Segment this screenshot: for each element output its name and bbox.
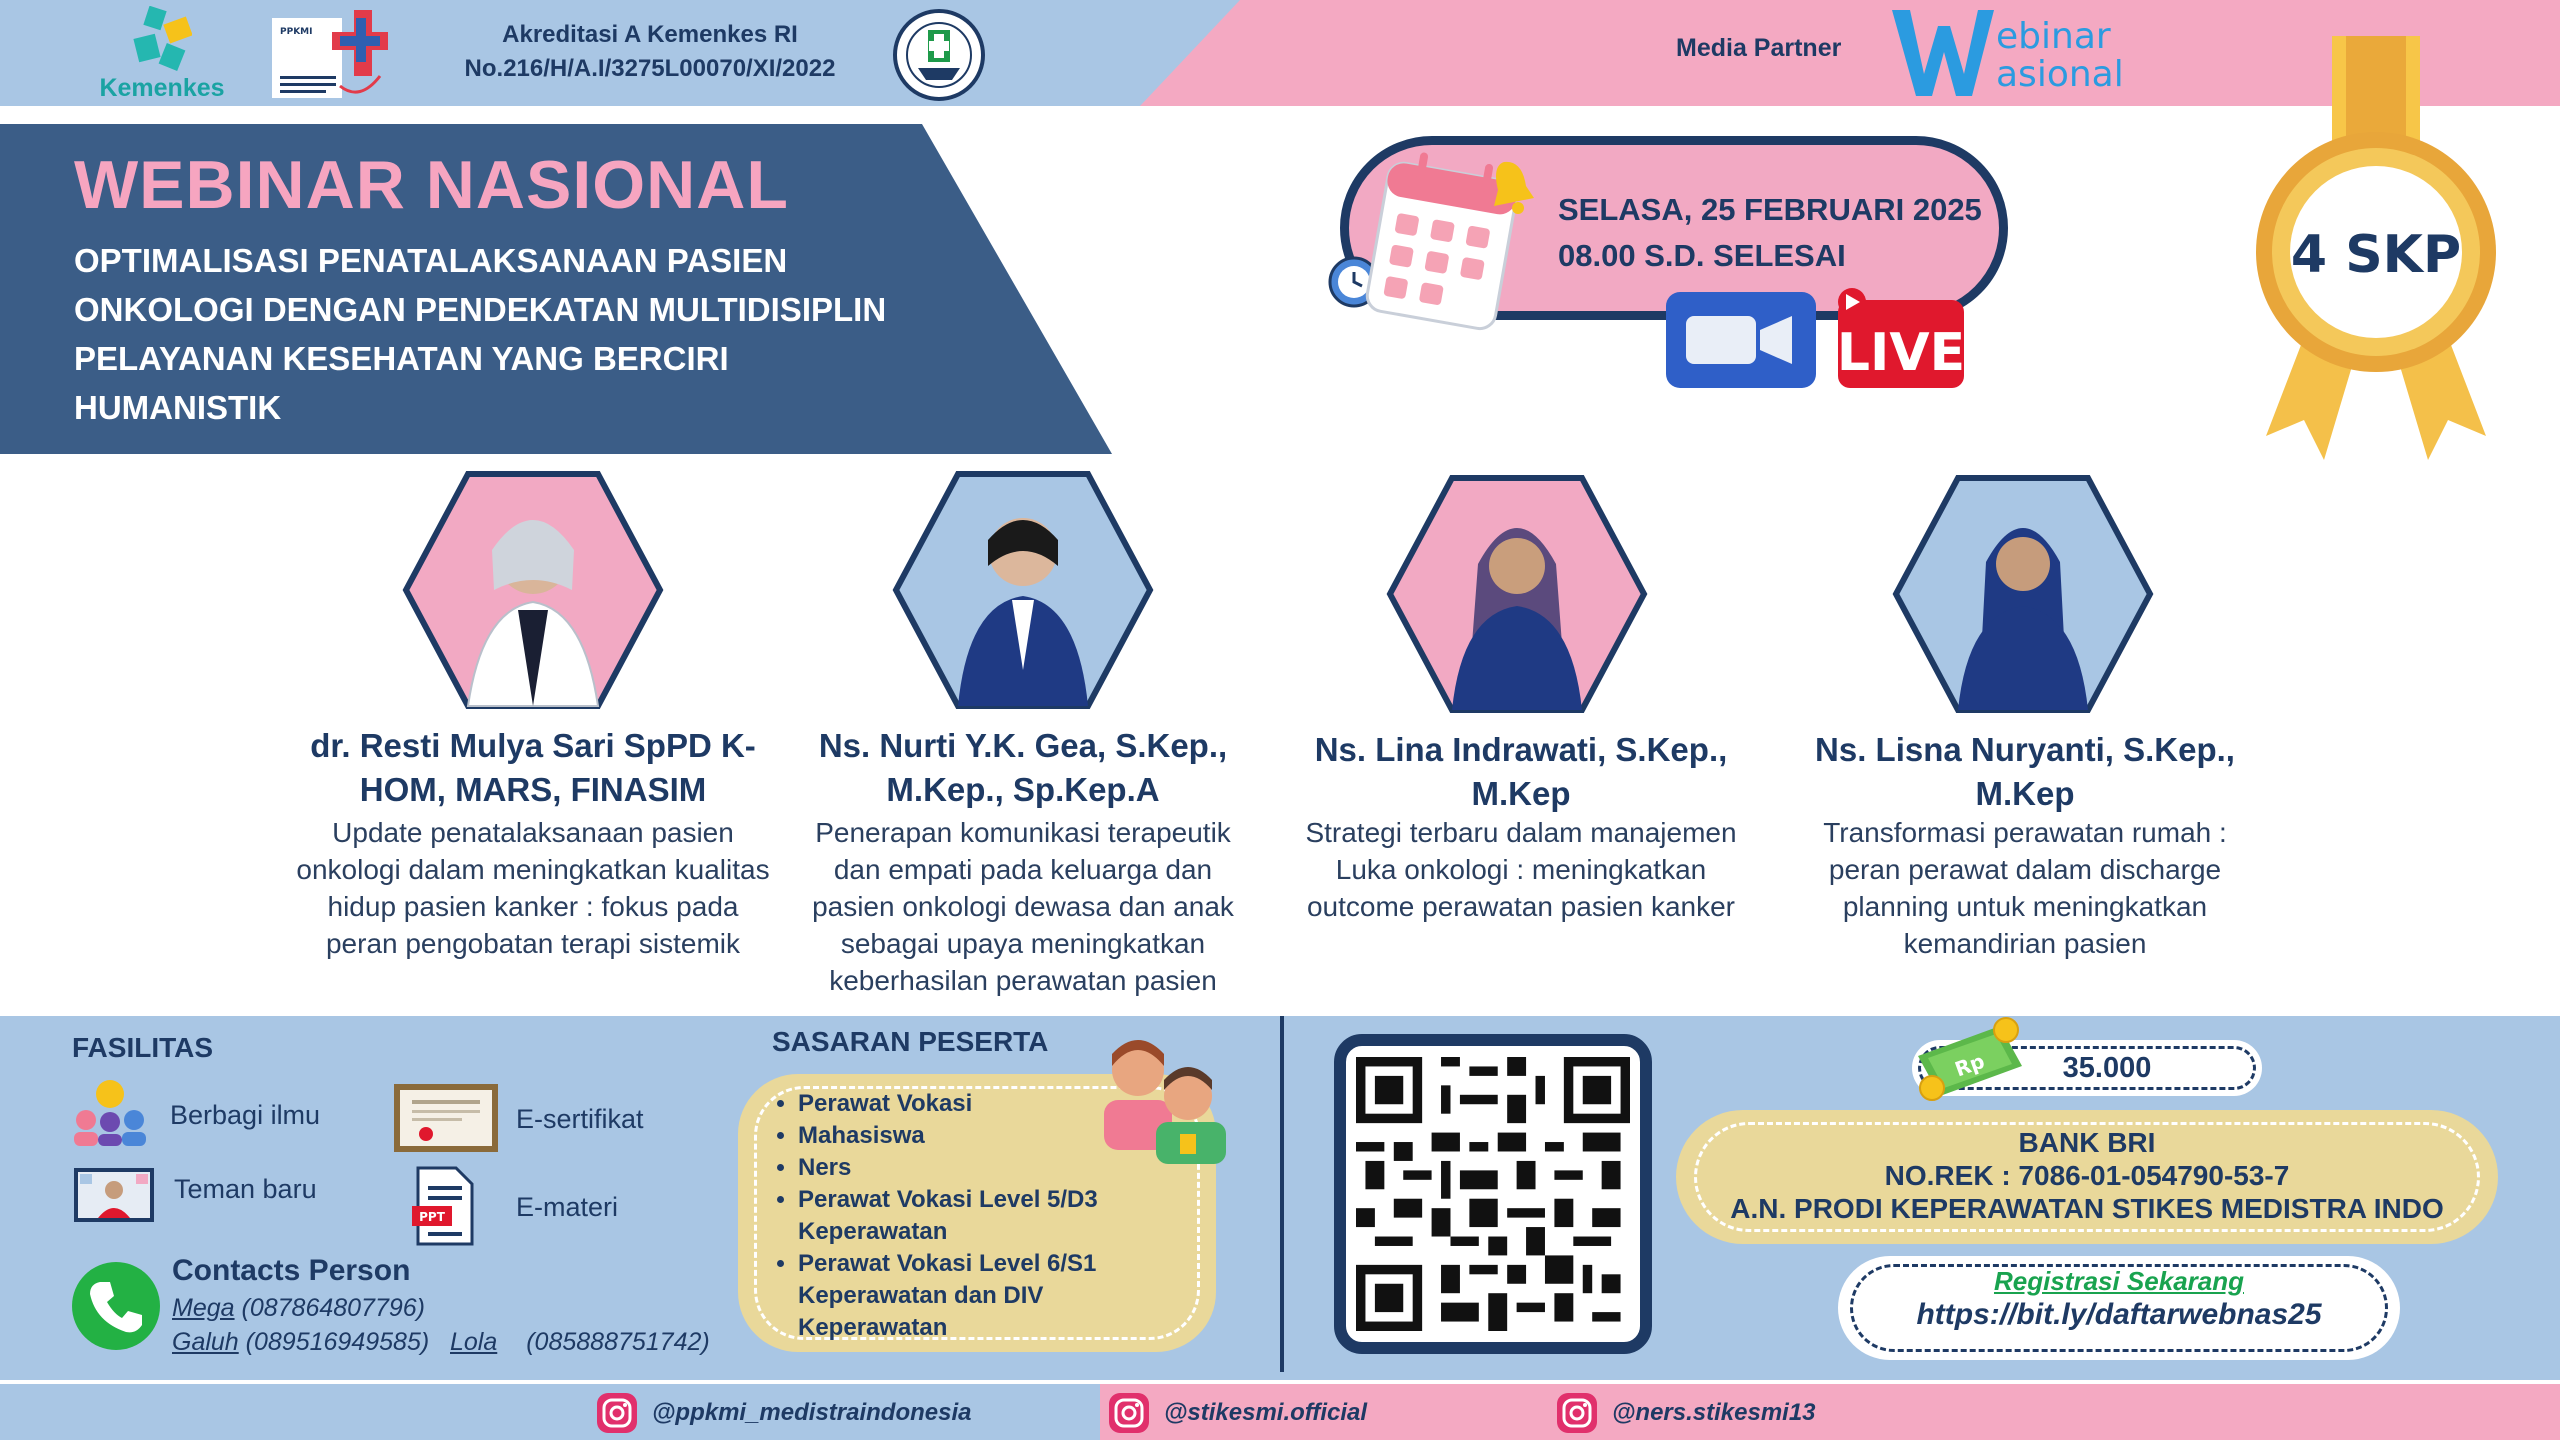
speaker-1-topic: Update penatalaksanaan pasien onkologi dalam meningkatkan kualitas hidup pasien kanker : fokus pada peran pengobatan terapi sistemik	[296, 817, 770, 959]
contact-mega	[172, 1294, 425, 1323]
ppt-document-icon	[410, 1166, 476, 1246]
speaker-3-topic: Strategi terbaru dalam manajemen Luka onkologi : meningkatkan outcome perawatan pasien kanker	[1305, 817, 1737, 922]
accreditation-line1: Akreditasi A Kemenkes RI	[502, 21, 798, 48]
list-item: • Perawat Vokasi	[798, 1088, 1198, 1120]
list-item: • Perawat Vokasi Level 5/D3 Keperawatan	[798, 1184, 1198, 1248]
kemenkes-logo-text: Kemenkes	[99, 74, 225, 102]
qr-code-icon[interactable]	[1356, 1056, 1630, 1332]
participants-heading: SASARAN PESERTA	[772, 1026, 1049, 1057]
speaker-4-name: Ns. Lisna Nuryanti, S.Kep., M.Kep	[1815, 731, 2235, 812]
bank-account-name: A.N. PRODI KEPERAWATAN STIKES MEDISTRA INDO	[1730, 1193, 2444, 1224]
instagram-icon	[1556, 1392, 1598, 1434]
kemenkes-logo	[92, 4, 232, 104]
zoom-video-icon	[1664, 290, 1818, 390]
contact-lola	[450, 1328, 710, 1357]
event-subtitle: OPTIMALISASI PENATALAKSANAAN PASIEN ONKOLOGI DENGAN PENDEKATAN MULTIDISIPLIN PELAYANAN KESEHATAN YANG BERCIRI HUMANISTIK	[74, 242, 887, 426]
certificate-icon	[392, 1082, 500, 1154]
event-time: 08.00 S.D. SELESAI	[1558, 238, 1846, 273]
registration-url-link[interactable]: https://bit.ly/daftarwebnas25	[1916, 1298, 2322, 1331]
list-item: • Perawat Vokasi Level 6/S1 Keperawatan dan DIV Keperawatan	[798, 1248, 1198, 1344]
registration-price: 35.000	[2062, 1052, 2152, 1084]
ppkmi-logo	[270, 6, 390, 102]
contact-galuh	[172, 1328, 429, 1357]
money-rp-label: Rp	[1951, 1048, 1988, 1082]
contact-name[interactable]: Mega	[172, 1294, 235, 1322]
social-ppkmi[interactable]	[596, 1390, 972, 1436]
speaker-2-topic: Penerapan komunikasi terapeutik dan empati pada keluarga dan pasien onkologi dewasa dan anak sebagai upaya meningkatkan keberhasilan perawatan pasien	[812, 817, 1234, 996]
facilities-heading: FASILITAS	[72, 1032, 214, 1063]
facility-e-sertifikat: E-sertifikat	[516, 1104, 644, 1134]
live-badge-icon	[1834, 286, 1968, 392]
facility-teman-baru: Teman baru	[174, 1174, 317, 1204]
contacts-heading: Contacts Person	[172, 1254, 411, 1287]
phone-icon	[70, 1260, 162, 1352]
section-divider	[1280, 1016, 1284, 1372]
facility-berbagi-ilmu: Berbagi ilmu	[170, 1100, 321, 1130]
calendar-icon	[1326, 140, 1546, 340]
social-stikesmi[interactable]	[1108, 1390, 1367, 1436]
registration-link-label[interactable]: Registrasi Sekarang	[1993, 1266, 2244, 1296]
event-title: WEBINAR NASIONAL	[74, 147, 789, 223]
contact-name[interactable]: Lola	[450, 1328, 498, 1356]
kemenkes-mark-icon	[132, 6, 192, 72]
speaker-4-topic: Transformasi perawatan rumah : peran perawat dalam discharge planning untuk meningkatkan kemandirian pasien	[1823, 817, 2227, 959]
stikes-seal-logo	[892, 8, 986, 102]
bank-info	[1676, 1126, 2498, 1225]
skp-medal-icon	[2246, 36, 2506, 466]
social-ners[interactable]	[1556, 1390, 1816, 1436]
participants-people-icon	[1092, 1030, 1232, 1166]
sharing-knowledge-icon	[70, 1076, 150, 1146]
contact-phone[interactable]: (087864807796)	[241, 1294, 425, 1322]
instagram-icon	[1108, 1392, 1150, 1434]
contact-phone[interactable]: (089516949585)	[245, 1328, 430, 1356]
ppkmi-logo-label: PPKMI	[280, 27, 313, 37]
instagram-icon	[596, 1392, 638, 1434]
list-item: • Mahasiswa	[798, 1120, 1198, 1152]
social-handle[interactable]: @stikesmi.official	[1164, 1399, 1368, 1426]
webnas-logo-text1: ebinar	[1996, 16, 2111, 57]
social-handle[interactable]: @ners.stikesmi13	[1612, 1399, 1816, 1426]
speaker-4-photo	[1892, 474, 2154, 714]
bank-account-number: NO.REK : 7086-01-054790-53-7	[1884, 1160, 2290, 1191]
accreditation-info	[430, 18, 870, 86]
event-date: SELASA, 25 FEBRUARI 2025	[1558, 192, 1982, 227]
list-item: • Ners	[798, 1152, 1198, 1184]
speaker-1-photo	[402, 470, 664, 710]
live-label: LIVE	[1836, 323, 1966, 383]
media-partner-label: Media Partner	[1676, 34, 1842, 62]
speaker-2-photo	[892, 470, 1154, 710]
speaker-3-name: Ns. Lina Indrawati, S.Kep., M.Kep	[1314, 731, 1728, 812]
skp-label: 4 SKP	[2290, 225, 2462, 285]
contact-name[interactable]: Galuh	[172, 1328, 239, 1356]
facility-e-materi: E-materi	[516, 1192, 619, 1222]
speaker-3-photo	[1386, 474, 1648, 714]
social-handle[interactable]: @ppkmi_medistraindonesia	[652, 1399, 972, 1426]
contact-phone[interactable]: (085888751742)	[526, 1328, 710, 1356]
bank-name: BANK BRI	[2018, 1127, 2156, 1158]
new-friends-video-icon	[72, 1166, 156, 1224]
speaker-1-name: dr. Resti Mulya Sari SpPD K-HOM, MARS, FINASIM	[310, 727, 756, 808]
ppt-label: PPT	[419, 1210, 445, 1224]
speaker-2-name: Ns. Nurti Y.K. Gea, S.Kep., M.Kep., Sp.Kep.A	[818, 727, 1228, 808]
webinar-nasional-logo	[1888, 4, 2134, 100]
webnas-logo-text2: asional	[1996, 54, 2124, 95]
accreditation-line2: No.216/H/A.I/3275L00070/XI/2022	[464, 55, 836, 82]
